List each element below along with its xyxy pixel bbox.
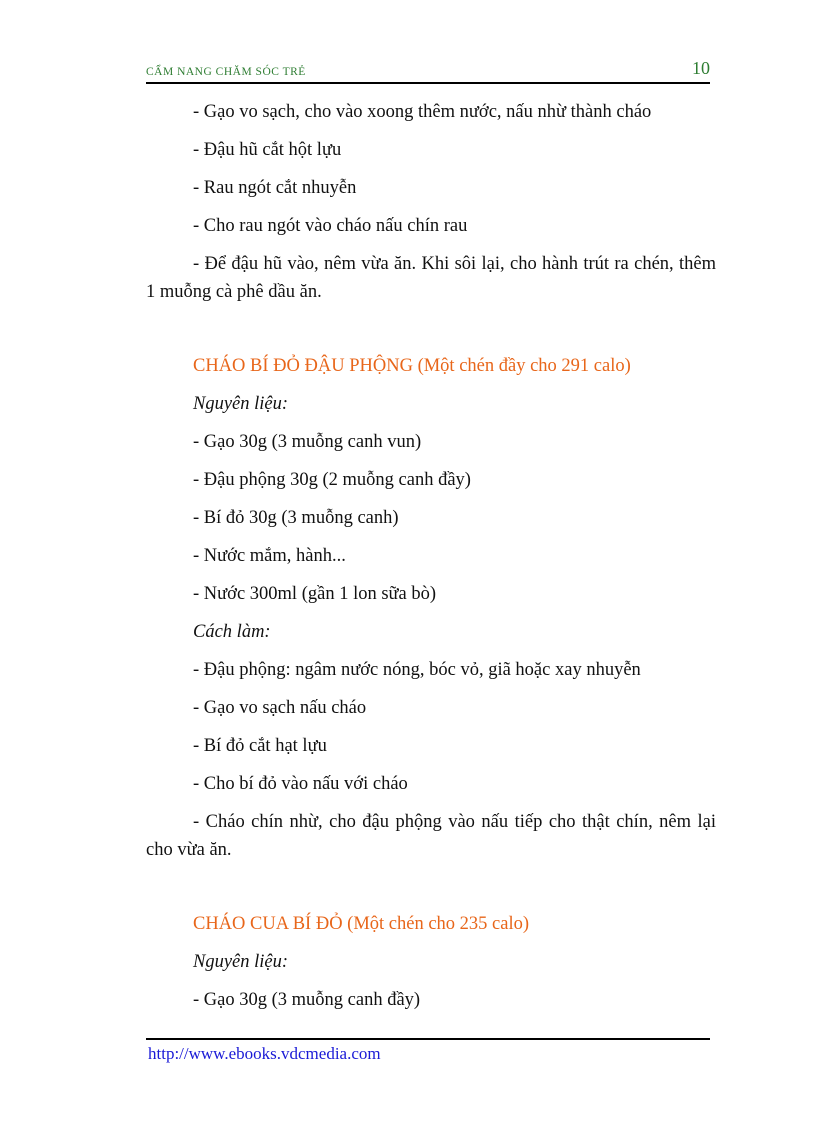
ingredient-line: - Gạo 30g (3 muỗng canh đầy) xyxy=(193,990,421,1010)
ingredient-line: - Bí đỏ 30g (3 muỗng canh) xyxy=(193,508,399,528)
footer-divider xyxy=(146,1038,710,1040)
ingredients-label: Nguyên liệu: xyxy=(193,394,289,414)
page-body xyxy=(146,96,716,1012)
page-header xyxy=(146,58,710,84)
recipe-title: CHÁO BÍ ĐỎ ĐẬU PHỘNG (Một chén đầy cho 291 calo) xyxy=(193,356,631,376)
ingredient-line: - Đậu phộng 30g (2 muỗng canh đầy) xyxy=(193,470,471,490)
step-paragraph: - Cháo chín nhừ, cho đậu phộng vào nấu tiếp cho thật chín, nêm lại cho vừa ăn. xyxy=(146,812,716,860)
ingredient-line: - Nước 300ml (gần 1 lon sữa bò) xyxy=(193,584,437,604)
footer-link[interactable]: http://www.ebooks.vdcmedia.com xyxy=(148,1044,381,1063)
ingredient-line: - Gạo 30g (3 muỗng canh vun) xyxy=(193,432,422,452)
step-line: - Cho rau ngót vào cháo nấu chín rau xyxy=(193,216,468,236)
ingredient-line: - Nước mắm, hành... xyxy=(193,546,346,566)
step-line: - Gạo vo sạch nấu cháo xyxy=(193,698,367,718)
method-label: Cách làm: xyxy=(193,622,271,642)
step-line: - Đậu hũ cắt hột lựu xyxy=(193,140,342,160)
recipe-title: CHÁO CUA BÍ ĐỎ (Một chén cho 235 calo) xyxy=(193,914,530,934)
step-line: - Cho bí đỏ vào nấu với cháo xyxy=(193,774,408,794)
ingredients-label: Nguyên liệu: xyxy=(193,952,289,972)
step-paragraph: - Để đậu hũ vào, nêm vừa ăn. Khi sôi lại, cho hành trút ra chén, thêm 1 muỗng cà phê dầu ăn. xyxy=(146,254,716,302)
step-line: - Rau ngót cắt nhuyễn xyxy=(193,178,357,198)
step-line: - Bí đỏ cắt hạt lựu xyxy=(193,736,327,756)
step-line: - Gạo vo sạch, cho vào xoong thêm nước, nấu nhừ thành cháo xyxy=(193,102,652,122)
page-number: 10 xyxy=(692,58,710,78)
step-line: - Đậu phộng: ngâm nước nóng, bóc vỏ, giã hoặc xay nhuyễn xyxy=(193,660,641,680)
book-title: CẨM NANG CHĂM SÓC TRẺ xyxy=(146,66,306,78)
